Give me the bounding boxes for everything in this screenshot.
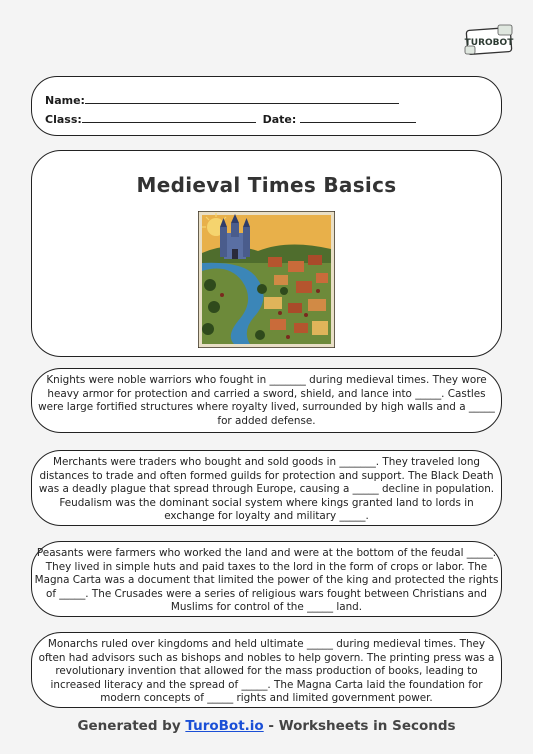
medieval-village-illustration (198, 211, 335, 348)
footer-prefix: Generated by (77, 718, 186, 734)
passage-box-2 (31, 450, 502, 526)
name-line[interactable] (85, 94, 399, 104)
date-line[interactable] (300, 113, 416, 123)
title-box (31, 150, 502, 357)
date-label: Date: (262, 113, 297, 126)
class-date-row (45, 113, 416, 126)
turobot-logo (462, 24, 518, 56)
passage-text-2: Merchants were traders who bought and sold goods in _______. They traveled long distances to trade and often formed guilds for protection and support. The Black Death was a deadly plague that spread through Europe, causing a _____ decline in population. Feudalism was the dominant social system where kings granted land to lords in exchange for loyalty and military _____. (38, 456, 495, 523)
class-line[interactable] (82, 113, 256, 123)
name-field[interactable] (45, 94, 399, 107)
passage-text-1: Knights were noble warriors who fought in _______ during medieval times. They wore heavy armor for protection and carried a sword, shield, and lance into _____. Castles were large fortified structures where royalty lived, surrounded by high walls and a _____ for added defense. (38, 374, 495, 427)
student-info-box (31, 76, 502, 136)
passage-box-4 (31, 632, 502, 708)
footer (0, 718, 533, 734)
turobot-link[interactable]: TuroBot.io (185, 718, 264, 734)
class-label: Class: (45, 113, 82, 126)
logo-text: TUROBOT (464, 38, 514, 48)
passage-text-3: Peasants were farmers who worked the land and were at the bottom of the feudal _____. They lived in simple huts and paid taxes to the lord in the form of crops or labor. The Magna Carta was a document that limited the power of the king and protected the rights of _____. The Crusades were a series of religious wars fought between Christians and Muslims for control of the _____ land. (34, 547, 499, 614)
passage-box-1 (31, 368, 502, 433)
worksheet-title: Medieval Times Basics (136, 173, 397, 197)
passage-box-3 (31, 541, 502, 617)
passage-text-4: Monarchs ruled over kingdoms and held ultimate _____ during medieval times. They often had advisors such as bishops and nobles to help govern. The printing press was a revolutionary invention that allowed for the mass production of books, leading to increased literacy and the spread of _____. The Magna Carta laid the foundation for modern concepts of _____ rights and limited government power. (38, 638, 495, 705)
footer-suffix: - Worksheets in Seconds (263, 718, 456, 734)
name-label: Name: (45, 94, 85, 107)
